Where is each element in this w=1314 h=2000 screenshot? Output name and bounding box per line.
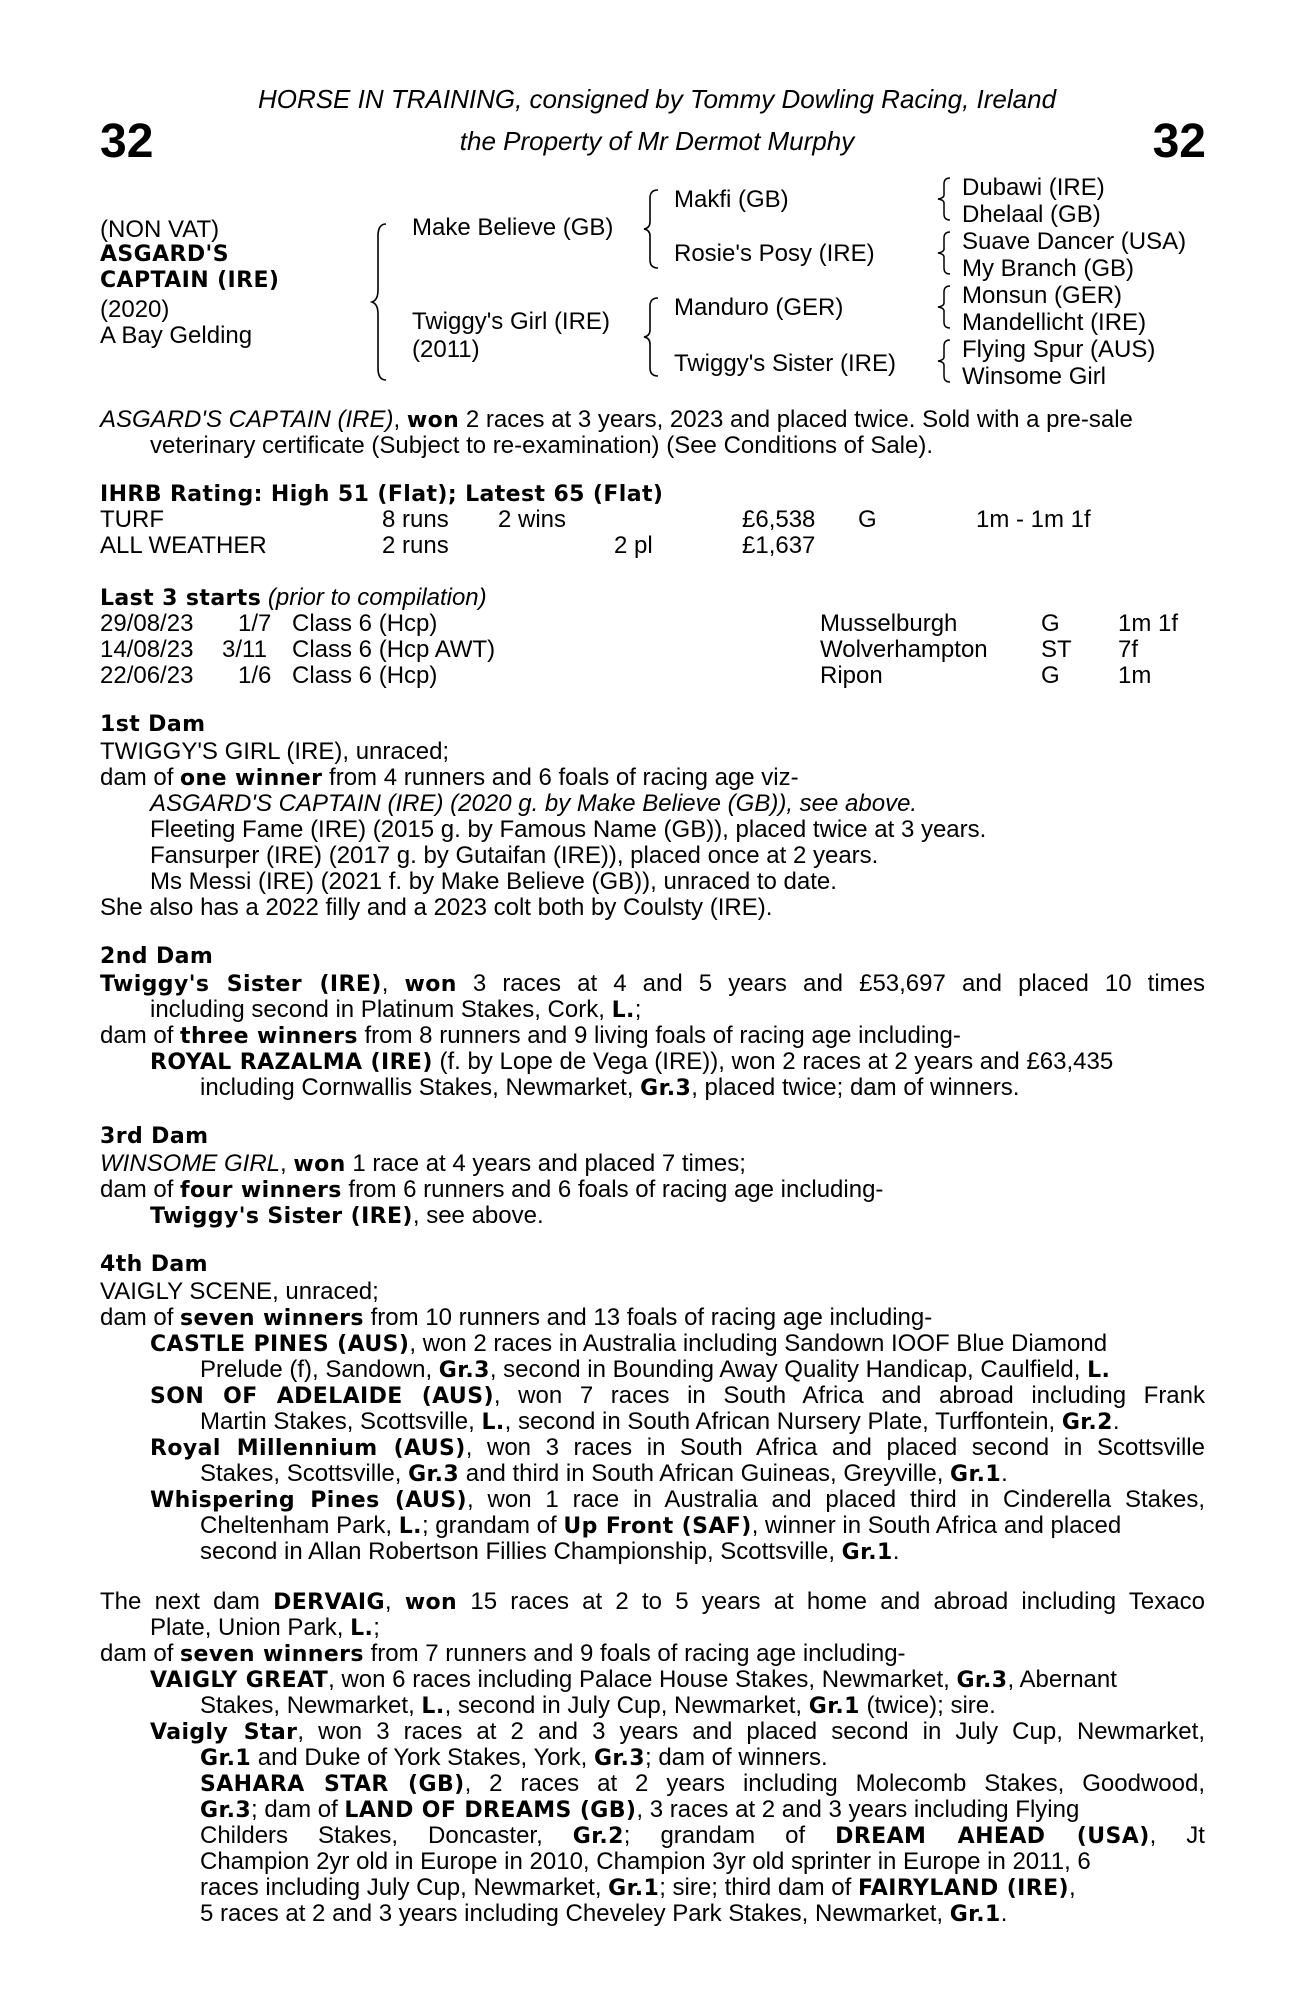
- nextdam-grandprogeny: races including July Cup, Newmarket, Gr.1; sire; third dam of FAIRYLAND (IRE),: [200, 1874, 1076, 1901]
- dam1-line: She also has a 2022 filly and a 2023 colt both by Coulsty (IRE).: [100, 894, 773, 921]
- dam4-title: 4th Dam: [100, 1252, 208, 1277]
- dam2-line: dam of three winners from 8 runners and 9 living foals of racing age including-: [100, 1022, 961, 1049]
- pedigree-dam-dam: Twiggy's Sister (IRE): [674, 350, 896, 377]
- nextdam-progeny: Stakes, Newmarket, L., second in July Cup, Newmarket, Gr.1 (twice); sire.: [200, 1692, 996, 1719]
- dam2-title: 2nd Dam: [100, 944, 214, 969]
- dam4-progeny: SON OF ADELAIDE (AUS), won 7 races in South Africa and abroad including Frank: [150, 1382, 1206, 1409]
- pedigree-g3: Suave Dancer (USA): [962, 228, 1187, 255]
- dam1-progeny: ASGARD'S CAPTAIN (IRE) (2020 g. by Make Believe (GB)), see above.: [150, 790, 918, 817]
- pedigree-g1: Dubawi (IRE): [962, 174, 1105, 201]
- pedigree-dam-sire: Manduro (GER): [674, 294, 844, 321]
- header-property: the Property of Mr Dermot Murphy: [459, 126, 855, 156]
- summary-line1: ASGARD'S CAPTAIN (IRE), won 2 races at 3 years, 2023 and placed twice. Sold with a pre-sale: [100, 406, 1133, 433]
- pedigree-dam: Twiggy's Girl (IRE): [412, 308, 610, 335]
- nextdam-progeny: VAIGLY GREAT, won 6 races including Palace House Stakes, Newmarket, Gr.3, Abernant: [150, 1666, 1117, 1693]
- dam4-line: VAIGLY SCENE, unraced;: [100, 1278, 379, 1305]
- summary-line2: veterinary certificate (Subject to re-examination) (See Conditions of Sale).: [150, 432, 934, 459]
- pedigree-brace-g3: [936, 284, 954, 330]
- vat-status: (NON VAT): [100, 216, 220, 243]
- dam4-progeny: Royal Millennium (AUS), won 3 races in South Africa and placed second in Scottsville: [150, 1434, 1205, 1461]
- dam3-line: WINSOME GIRL, won 1 race at 4 years and placed 7 times;: [100, 1150, 746, 1177]
- dam4-progeny: CASTLE PINES (AUS), won 2 races in Australia including Sandown IOOF Blue Diamond: [150, 1330, 1108, 1357]
- nextdam-line: Plate, Union Park, L.;: [150, 1614, 380, 1641]
- foaling-year: (2020): [100, 296, 170, 323]
- dam2-line: Twiggy's Sister (IRE), won 3 races at 4 and 5 years and £53,697 and placed 10 times: [100, 970, 1206, 997]
- last3-heading: Last 3 starts (prior to compilation): [100, 584, 487, 611]
- nextdam-grandprogeny: SAHARA STAR (GB), 2 races at 2 years including Molecomb Stakes, Goodwood,: [200, 1770, 1205, 1797]
- nextdam-grandprogeny: 5 races at 2 and 3 years including Cheveley Park Stakes, Newmarket, Gr.1.: [200, 1900, 1008, 1927]
- dam3-progeny: Twiggy's Sister (IRE), see above.: [150, 1202, 544, 1229]
- dam3-title: 3rd Dam: [100, 1124, 209, 1149]
- dam2-progeny: ROYAL RAZALMA (IRE) (f. by Lope de Vega (IRE)), won 2 races at 2 years and £63,435: [150, 1048, 1114, 1075]
- nextdam-grandprogeny: Childers Stakes, Doncaster, Gr.2; grandam of DREAM AHEAD (USA), Jt: [200, 1822, 1205, 1849]
- dam1-progeny: Fleeting Fame (IRE) (2015 g. by Famous Name (GB)), placed twice at 3 years.: [150, 816, 987, 843]
- dam4-line: dam of seven winners from 10 runners and 13 foals of racing age including-: [100, 1304, 933, 1331]
- dam1-progeny: Ms Messi (IRE) (2021 f. by Make Believe (GB)), unraced to date.: [150, 868, 837, 895]
- dam1-title: 1st Dam: [100, 712, 206, 737]
- dam4-progeny: Martin Stakes, Scottsville, L., second in South African Nursery Plate, Turffontein, Gr.2.: [200, 1408, 1120, 1435]
- dam4-progeny: Cheltenham Park, L.; grandam of Up Front (SAF), winner in South Africa and placed: [200, 1512, 1122, 1539]
- dam1-line: dam of one winner from 4 runners and 6 foals of racing age viz-: [100, 764, 799, 791]
- pedigree-dam-year: (2011): [412, 336, 480, 363]
- pedigree-g4: My Branch (GB): [962, 255, 1135, 282]
- pedigree-brace-sire: [642, 188, 662, 270]
- horse-name-line2: CAPTAIN (IRE): [100, 268, 280, 293]
- pedigree-brace-g4: [936, 338, 954, 384]
- dam2-progeny: including Cornwallis Stakes, Newmarket, Gr.3, placed twice; dam of winners.: [200, 1074, 1020, 1101]
- dam1-progeny: Fansurper (IRE) (2017 g. by Gutaifan (IRE)), placed once at 2 years.: [150, 842, 879, 869]
- pedigree-g2: Dhelaal (GB): [962, 201, 1101, 228]
- dam3-line: dam of four winners from 6 runners and 6 foals of racing age including-: [100, 1176, 884, 1203]
- pedigree-sire: Make Believe (GB): [412, 214, 614, 241]
- lot-number-right: 32: [1152, 115, 1206, 168]
- horse-name-line1: ASGARD'S: [100, 242, 229, 267]
- pedigree-g8: Winsome Girl: [962, 363, 1107, 390]
- pedigree-g5: Monsun (GER): [962, 282, 1123, 309]
- dam4-progeny: Prelude (f), Sandown, Gr.3, second in Bounding Away Quality Handicap, Caulfield, L.: [200, 1356, 1111, 1383]
- pedigree-brace-main: [370, 222, 390, 382]
- pedigree-brace-dam: [642, 296, 662, 378]
- pedigree-g6: Mandellicht (IRE): [962, 309, 1147, 336]
- lot-number-left: 32: [100, 115, 154, 168]
- dam1-line: TWIGGY'S GIRL (IRE), unraced;: [100, 738, 450, 765]
- dam4-progeny: Whispering Pines (AUS), won 1 race in Australia and placed third in Cinderella Stakes,: [150, 1486, 1205, 1513]
- horse-description: A Bay Gelding: [100, 322, 253, 349]
- pedigree-g7: Flying Spur (AUS): [962, 336, 1156, 363]
- rating-title: IHRB Rating: High 51 (Flat); Latest 65 (Flat): [100, 482, 664, 507]
- nextdam-grandprogeny: Champion 2yr old in Europe in 2010, Champion 3yr old sprinter in Europe in 2011, 6: [200, 1848, 1091, 1875]
- nextdam-line: The next dam DERVAIG, won 15 races at 2 to 5 years at home and abroad including Texaco: [100, 1588, 1205, 1615]
- pedigree-sire-sire: Makfi (GB): [674, 186, 789, 213]
- nextdam-line: dam of seven winners from 7 runners and 9 foals of racing age including-: [100, 1640, 906, 1667]
- nextdam-progeny: Gr.1 and Duke of York Stakes, York, Gr.3; dam of winners.: [200, 1744, 828, 1771]
- pedigree-brace-g1: [936, 176, 954, 222]
- dam4-progeny: second in Allan Robertson Fillies Championship, Scottsville, Gr.1.: [200, 1538, 900, 1565]
- nextdam-grandprogeny: Gr.3; dam of LAND OF DREAMS (GB), 3 races at 2 and 3 years including Flying: [200, 1796, 1080, 1823]
- pedigree-brace-g2: [936, 230, 954, 276]
- header-consignor: HORSE IN TRAINING, consigned by Tommy Dowling Racing, Ireland: [257, 84, 1057, 114]
- pedigree-sire-dam: Rosie's Posy (IRE): [674, 240, 875, 267]
- dam2-line: including second in Platinum Stakes, Cork, L.;: [150, 996, 642, 1023]
- nextdam-progeny: Vaigly Star, won 3 races at 2 and 3 years and placed second in July Cup, Newmarket,: [150, 1718, 1205, 1745]
- dam4-progeny: Stakes, Scottsville, Gr.3 and third in South African Guineas, Greyville, Gr.1.: [200, 1460, 1008, 1487]
